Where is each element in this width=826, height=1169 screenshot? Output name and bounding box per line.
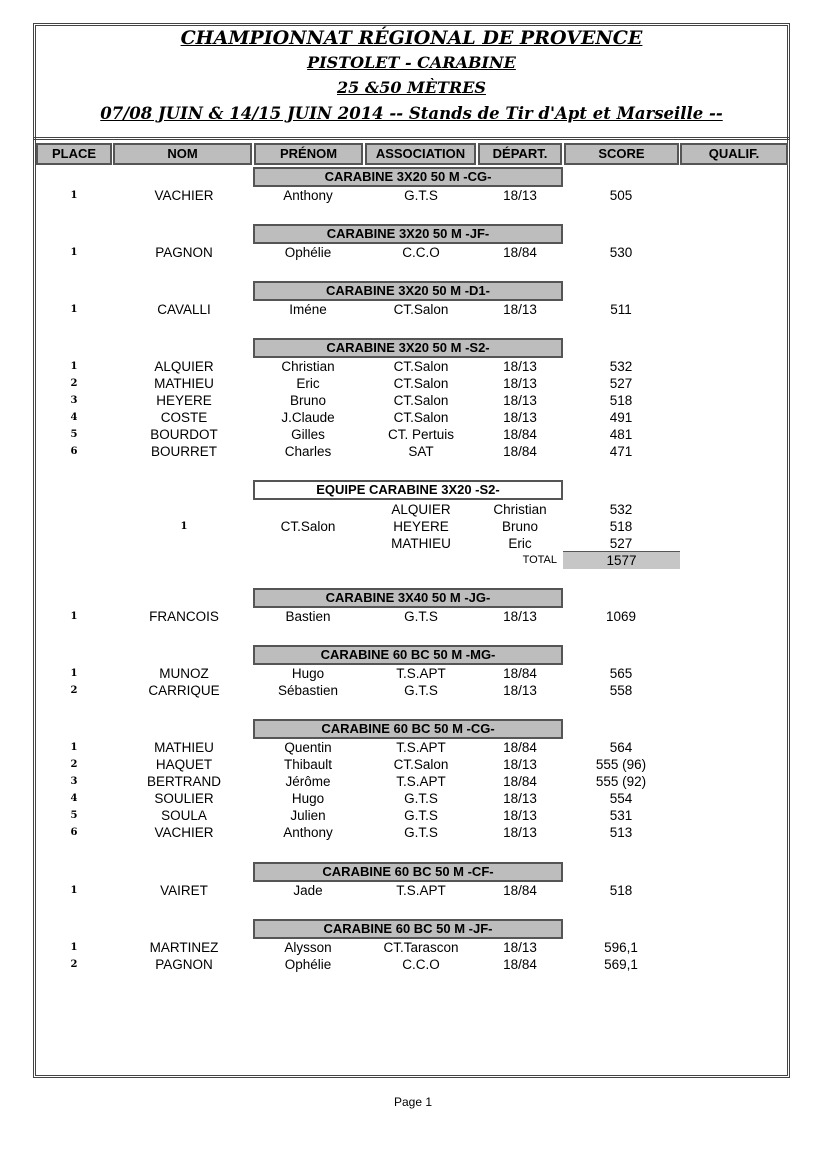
score-cell: 513: [609, 825, 633, 840]
name-cell: MUNOZ: [159, 666, 209, 681]
dept-cell: 18/13: [503, 757, 537, 772]
dept-cell: 18/84: [503, 740, 537, 755]
score-cell: 518: [609, 393, 633, 408]
team-member-name: ALQUIER: [391, 502, 451, 517]
name-cell: PAGNON: [155, 245, 213, 260]
dept-cell: 18/84: [503, 666, 537, 681]
firstname-cell: Jade: [293, 883, 323, 898]
section-title: CARABINE 3X20 50 M -JF-: [253, 224, 563, 244]
score-cell: 555 (96): [595, 757, 647, 772]
firstname-cell: Charles: [284, 444, 332, 459]
name-cell: ALQUIER: [154, 359, 214, 374]
score-cell: 555 (92): [595, 774, 647, 789]
club-cell: CT.Salon: [393, 359, 449, 374]
team-place: 1: [180, 521, 188, 532]
place-cell: 1: [70, 611, 78, 622]
team-club: CT.Salon: [280, 519, 336, 534]
club-cell: C.C.O: [402, 245, 440, 260]
place-cell: 1: [70, 247, 78, 258]
firstname-cell: Eric: [296, 376, 320, 391]
team-total-value: 1577: [563, 551, 680, 569]
place-cell: 2: [70, 759, 78, 770]
firstname-cell: Anthony: [283, 188, 333, 203]
team-member-firstname: Bruno: [501, 519, 539, 534]
column-header-3: ASSOCIATION: [365, 143, 476, 165]
section-title: CARABINE 3X20 50 M -CG-: [253, 167, 563, 187]
place-cell: 2: [70, 959, 78, 970]
name-cell: CARRIQUE: [148, 683, 220, 698]
score-cell: 564: [609, 740, 633, 755]
firstname-cell: Christian: [281, 359, 335, 374]
score-cell: 554: [609, 791, 633, 806]
section-title: CARABINE 60 BC 50 M -MG-: [253, 645, 563, 665]
document-header: [33, 23, 790, 143]
name-cell: COSTE: [160, 410, 208, 425]
name-cell: HAQUET: [155, 757, 213, 772]
firstname-cell: Bastien: [285, 609, 331, 624]
club-cell: G.T.S: [404, 791, 438, 806]
score-cell: 532: [609, 359, 633, 374]
page-number: Page 1: [393, 1095, 433, 1109]
dept-cell: 18/13: [503, 683, 537, 698]
name-cell: BERTRAND: [146, 774, 221, 789]
club-cell: T.S.APT: [396, 774, 446, 789]
firstname-cell: Gilles: [291, 427, 325, 442]
name-cell: CAVALLI: [157, 302, 211, 317]
club-cell: G.T.S: [404, 188, 438, 203]
column-header-5: SCORE: [564, 143, 679, 165]
score-cell: 491: [609, 410, 633, 425]
place-cell: 4: [70, 793, 78, 804]
score-cell: 518: [609, 883, 633, 898]
dept-cell: 18/13: [503, 609, 537, 624]
team-member-firstname: Christian: [493, 502, 547, 517]
place-cell: 4: [70, 412, 78, 423]
dept-cell: 18/13: [503, 825, 537, 840]
club-cell: G.T.S: [404, 808, 438, 823]
club-cell: T.S.APT: [396, 883, 446, 898]
dept-cell: 18/13: [503, 791, 537, 806]
section-title: CARABINE 60 BC 50 M -JF-: [253, 919, 563, 939]
dept-cell: 18/13: [503, 410, 537, 425]
club-cell: SAT: [408, 444, 434, 459]
club-cell: CT.Salon: [393, 376, 449, 391]
place-cell: 6: [70, 827, 78, 838]
firstname-cell: Ophélie: [284, 245, 332, 260]
section-title: CARABINE 3X20 50 M -S2-: [253, 338, 563, 358]
team-member-score: 527: [609, 536, 633, 551]
place-cell: 1: [70, 304, 78, 315]
name-cell: VACHIER: [154, 188, 214, 203]
header-dates: 07/08 JUIN & 14/15 JUIN 2014 -- Stands de Tir d'Apt et Marseille --: [100, 104, 723, 123]
score-cell: 511: [610, 302, 632, 317]
header-distance: 25 &50 MÈTRES: [337, 78, 486, 97]
score-cell: 481: [609, 427, 633, 442]
firstname-cell: Jérôme: [285, 774, 331, 789]
club-cell: G.T.S: [404, 683, 438, 698]
score-cell: 558: [609, 683, 633, 698]
name-cell: SOULA: [161, 808, 207, 823]
firstname-cell: Bruno: [289, 393, 327, 408]
score-cell: 527: [609, 376, 633, 391]
firstname-cell: Hugo: [291, 666, 325, 681]
place-cell: 1: [70, 190, 78, 201]
score-cell: 565: [609, 666, 633, 681]
place-cell: 1: [70, 942, 78, 953]
score-cell: 596,1: [604, 940, 638, 955]
dept-cell: 18/84: [503, 427, 537, 442]
dept-cell: 18/13: [503, 359, 537, 374]
firstname-cell: Anthony: [283, 825, 333, 840]
firstname-cell: Alysson: [284, 940, 332, 955]
club-cell: CT.Salon: [393, 302, 449, 317]
score-cell: 531: [609, 808, 633, 823]
name-cell: BOURDOT: [150, 427, 218, 442]
team-member-name: MATHIEU: [391, 536, 451, 551]
club-cell: CT.Tarascon: [383, 940, 459, 955]
dept-cell: 18/84: [503, 883, 537, 898]
dept-cell: 18/84: [503, 774, 537, 789]
place-cell: 6: [70, 446, 78, 457]
header-title: CHAMPIONNAT RÉGIONAL DE PROVENCE: [180, 27, 643, 49]
name-cell: PAGNON: [155, 957, 213, 972]
section-title: CARABINE 3X40 50 M -JG-: [253, 588, 563, 608]
place-cell: 1: [70, 742, 78, 753]
firstname-cell: Quentin: [284, 740, 332, 755]
score-cell: 1069: [605, 609, 637, 624]
place-cell: 5: [70, 429, 78, 440]
name-cell: BOURRET: [150, 444, 217, 459]
place-cell: 1: [70, 885, 78, 896]
column-header-2: PRÉNOM: [254, 143, 363, 165]
name-cell: FRANCOIS: [149, 609, 219, 624]
name-cell: MATHIEU: [154, 376, 214, 391]
score-cell: 505: [609, 188, 633, 203]
column-header-6: QUALIF.: [680, 143, 788, 165]
club-cell: C.C.O: [402, 957, 440, 972]
team-total-label: TOTAL: [522, 554, 557, 566]
team-member-firstname: Eric: [508, 536, 532, 551]
name-cell: VACHIER: [154, 825, 214, 840]
club-cell: G.T.S: [404, 825, 438, 840]
name-cell: MARTINEZ: [149, 940, 219, 955]
dept-cell: 18/13: [503, 940, 537, 955]
header-subtitle: PISTOLET - CARABINE: [307, 53, 516, 72]
column-header-0: PLACE: [36, 143, 112, 165]
club-cell: CT. Pertuis: [387, 427, 455, 442]
place-cell: 1: [70, 668, 78, 679]
team-member-score: 518: [609, 519, 633, 534]
club-cell: CT.Salon: [393, 393, 449, 408]
club-cell: G.T.S: [404, 609, 438, 624]
dept-cell: 18/13: [503, 376, 537, 391]
firstname-cell: Thibault: [283, 757, 333, 772]
dept-cell: 18/13: [503, 302, 537, 317]
place-cell: 3: [70, 776, 78, 787]
team-member-name: HEYERE: [393, 519, 449, 534]
section-title: CARABINE 60 BC 50 M -CF-: [253, 862, 563, 882]
section-title: CARABINE 3X20 50 M -D1-: [253, 281, 563, 301]
name-cell: MATHIEU: [154, 740, 214, 755]
club-cell: CT.Salon: [393, 757, 449, 772]
place-cell: 1: [70, 361, 78, 372]
place-cell: 2: [70, 378, 78, 389]
firstname-cell: Ophélie: [284, 957, 332, 972]
score-cell: 530: [609, 245, 633, 260]
club-cell: T.S.APT: [396, 740, 446, 755]
firstname-cell: J.Claude: [281, 410, 335, 425]
dept-cell: 18/84: [503, 957, 537, 972]
team-member-score: 532: [609, 502, 633, 517]
score-cell: 569,1: [604, 957, 638, 972]
header-divider: [33, 137, 790, 140]
name-cell: VAIRET: [160, 883, 208, 898]
club-cell: T.S.APT: [396, 666, 446, 681]
dept-cell: 18/13: [503, 808, 537, 823]
place-cell: 5: [70, 810, 78, 821]
name-cell: SOULIER: [154, 791, 214, 806]
column-header-1: NOM: [113, 143, 252, 165]
dept-cell: 18/13: [503, 188, 537, 203]
firstname-cell: Iméne: [289, 302, 327, 317]
name-cell: HEYERE: [156, 393, 212, 408]
dept-cell: 18/84: [503, 444, 537, 459]
place-cell: 3: [70, 395, 78, 406]
club-cell: CT.Salon: [393, 410, 449, 425]
section-title: EQUIPE CARABINE 3X20 -S2-: [253, 480, 563, 500]
section-title: CARABINE 60 BC 50 M -CG-: [253, 719, 563, 739]
firstname-cell: Julien: [290, 808, 326, 823]
firstname-cell: Hugo: [291, 791, 325, 806]
dept-cell: 18/13: [503, 393, 537, 408]
column-header-4: DÉPART.: [478, 143, 562, 165]
firstname-cell: Sébastien: [277, 683, 339, 698]
dept-cell: 18/84: [503, 245, 537, 260]
place-cell: 2: [70, 685, 78, 696]
score-cell: 471: [609, 444, 633, 459]
